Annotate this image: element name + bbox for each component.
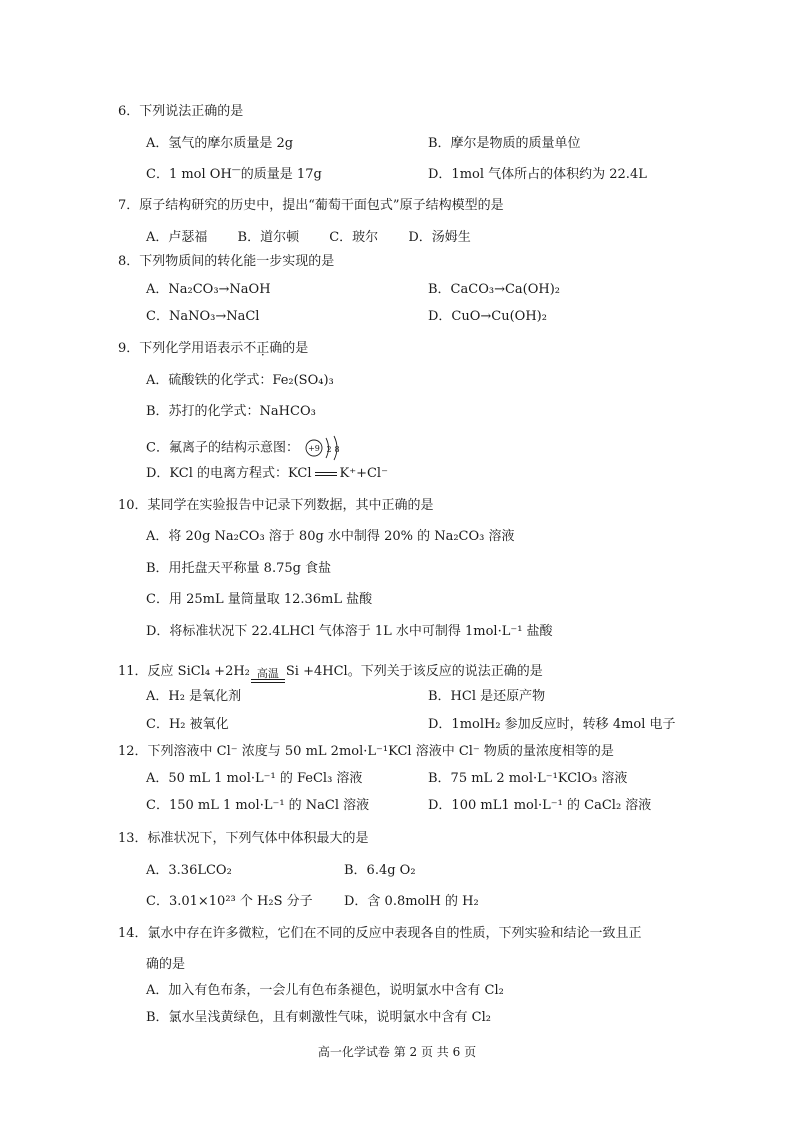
q13-option-a: A．3.36LCO₂ xyxy=(146,863,232,878)
q14-option-b: B．氯水呈浅黄绿色，且有刺激性气味，说明氯水中含有 Cl₂ xyxy=(146,1010,492,1025)
nucleus-label: +9 xyxy=(308,444,320,453)
q11-option-b: B．HCl 是还原产物 xyxy=(428,689,546,704)
q10-option-a: A．将 20g Na₂CO₃ 溶于 80g 水中制得 20% 的 Na₂CO₃ 溶液 xyxy=(146,529,515,544)
q9-stem-negation: 不正确 xyxy=(243,341,283,356)
q8-option-d: D．CuO→Cu(OH)₂ xyxy=(428,309,547,324)
q9-stem-post: 的是 xyxy=(282,341,309,356)
q13-option-d: D．含 0.8molH 的 H₂ xyxy=(344,894,479,909)
q7-option-a: A．卢瑟福 xyxy=(146,230,208,245)
q7-options xyxy=(146,229,471,247)
q10-option-c: C．用 25mL 量筒量取 12.36mL 盐酸 xyxy=(146,592,373,607)
q7-stem: 7．原子结构研究的历史中，提出“葡萄干面包式”原子结构模型的是 xyxy=(118,198,504,213)
q9-option-a: A．硫酸铁的化学式：Fe₂(SO₄)₃ xyxy=(146,373,334,388)
shell-1-electrons: 2 xyxy=(326,445,332,454)
q6-option-c-part1: C．1 mol OH xyxy=(146,167,232,182)
q7-option-b: B．道尔顿 xyxy=(237,230,300,245)
q9-option-d-pre: D．KCl 的电离方程式：KCl xyxy=(146,466,312,481)
q9-stem-pre: 9．下列化学用语表示 xyxy=(118,341,244,356)
q9-option-d-post: K⁺+Cl⁻ xyxy=(339,466,388,481)
q6-option-d: D．1mol 气体所占的体积约为 22.4L xyxy=(428,167,647,182)
q11-stem xyxy=(118,663,543,683)
q11-option-c: C．H₂ 被氧化 xyxy=(146,717,229,732)
q8-option-a: A．Na₂CO₃→NaOH xyxy=(146,282,271,297)
q12-option-c: C．150 mL 1 mol·L⁻¹ 的 NaCl 溶液 xyxy=(146,798,370,813)
q12-option-b: B．75 mL 2 mol·L⁻¹KClO₃ 溶液 xyxy=(428,771,628,786)
q6-option-b: B．摩尔是物质的质量单位 xyxy=(428,136,581,151)
q8-stem: 8．下列物质间的转化能一步实现的是 xyxy=(118,254,335,269)
q11-option-d: D．1molH₂ 参加反应时，转移 4mol 电子 xyxy=(428,717,676,732)
reaction-condition xyxy=(251,668,285,683)
q10-option-d: D．将标准状况下 22.4LHCl 气体溶于 1L 水中可制得 1mol·L⁻¹ 盐酸 xyxy=(146,624,553,639)
q6-option-a: A．氢气的摩尔质量是 2g xyxy=(146,136,294,151)
q8-option-b: B．CaCO₃→Ca(OH)₂ xyxy=(428,282,561,297)
reaction-equals-bar xyxy=(251,679,285,683)
q6-option-c-sup: — xyxy=(231,165,241,176)
q13-stem: 13．标准状况下，下列气体中体积最大的是 xyxy=(118,831,369,846)
q6-stem: 6．下列说法正确的是 xyxy=(118,104,244,119)
q9-option-c xyxy=(146,433,349,463)
q10-stem: 10．某同学在实验报告中记录下列数据，其中正确的是 xyxy=(118,498,434,513)
q10-option-b: B．用托盘天平称量 8.75g 食盐 xyxy=(146,561,332,576)
q13-option-b: B．6.4g O₂ xyxy=(344,863,416,878)
q11-stem-post: Si +4HCl。下列关于该反应的说法正确的是 xyxy=(285,664,543,679)
q7-option-d: D．汤姆生 xyxy=(408,230,471,245)
q9-option-d xyxy=(146,465,388,483)
q12-option-a: A．50 mL 1 mol·L⁻¹ 的 FeCl₃ 溶液 xyxy=(146,771,363,786)
q8-option-c: C．NaNO₃→NaCl xyxy=(146,309,260,324)
q13-option-c: C．3.01×10²³ 个 H₂S 分子 xyxy=(146,894,313,909)
q9-option-c-text: C．氟离子的结构示意图： xyxy=(146,440,299,456)
equals-sign xyxy=(315,472,337,476)
q12-stem: 12．下列溶液中 Cl⁻ 浓度与 50 mL 2mol·L⁻¹KCl 溶液中 Cl⁻ 物质的量浓度相等的是 xyxy=(118,744,614,759)
q7-option-c: C．玻尔 xyxy=(329,230,379,245)
page-footer: 高一化学试卷 第 2 页 共 6 页 xyxy=(317,1045,477,1059)
q9-option-b: B．苏打的化学式：NaHCO₃ xyxy=(146,404,316,419)
q6-option-c xyxy=(146,166,322,184)
q14-stem-line1: 14．氯水中存在许多微粒，它们在不同的反应中表现各自的性质，下列实验和结论一致且正 xyxy=(118,926,642,941)
q14-stem-line2: 确的是 xyxy=(146,957,186,972)
q11-stem-pre: 11．反应 SiCl₄ +2H₂ xyxy=(118,664,250,679)
q9-stem xyxy=(118,340,308,358)
q12-option-d: D．100 mL1 mol·L⁻¹ 的 CaCl₂ 溶液 xyxy=(428,798,652,813)
q14-option-a: A．加入有色布条，一会儿有色布条褪色，说明氯水中含有 Cl₂ xyxy=(146,983,504,998)
q6-option-c-part2: 的质量是 17g xyxy=(240,167,322,182)
fluoride-ion-structure-diagram xyxy=(303,433,349,463)
reaction-condition-label: 高温 xyxy=(256,667,279,680)
shell-2-electrons: 8 xyxy=(334,445,340,454)
q11-option-a: A．H₂ 是氧化剂 xyxy=(146,689,242,704)
